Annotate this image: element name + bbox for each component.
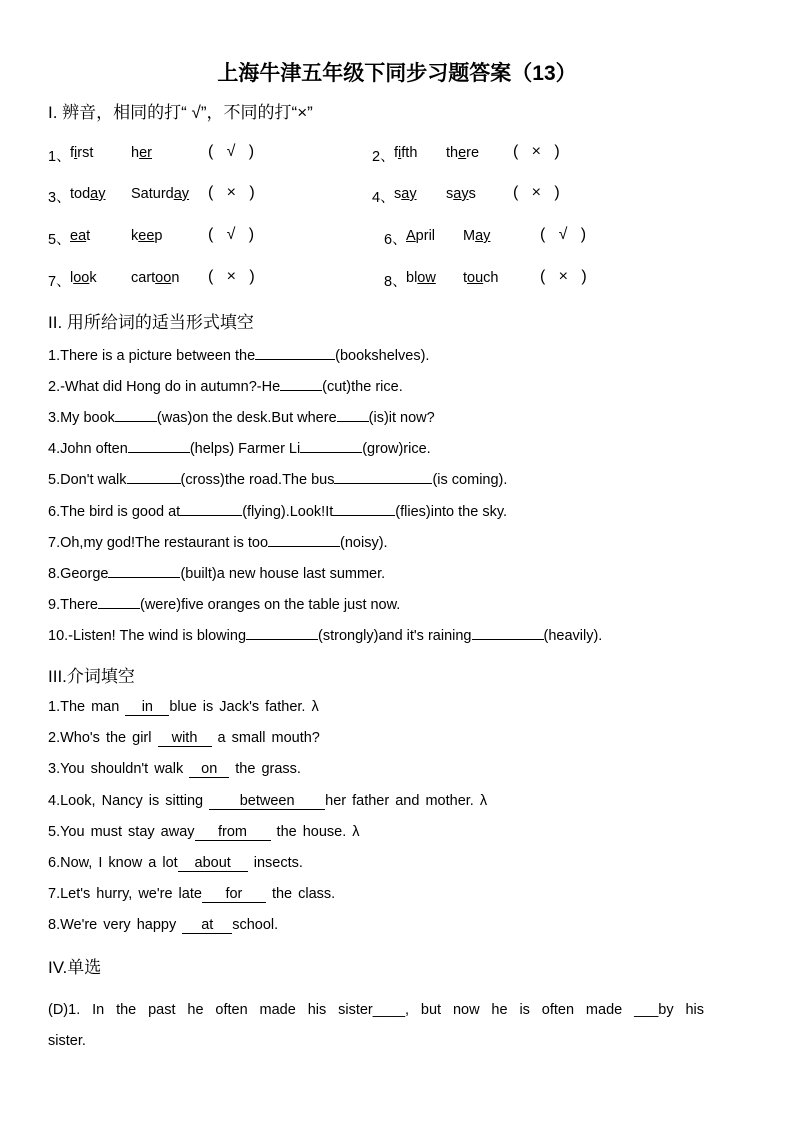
- fill-text: (bookshelves).: [335, 348, 430, 364]
- prep-line-6: [48, 855, 303, 872]
- prep-text: the house. λ: [270, 823, 360, 840]
- word-b-part: cart: [131, 270, 156, 286]
- fill-line-6: [48, 502, 507, 520]
- word-a-sound: i: [74, 145, 78, 161]
- word-b: [131, 145, 152, 161]
- prep-line-7: [48, 886, 335, 903]
- fill-text: 3.My book: [48, 410, 115, 427]
- fill-blank: [300, 439, 362, 453]
- prep-answer: for: [202, 886, 266, 903]
- word-b: [463, 270, 499, 286]
- word-a: [70, 228, 90, 244]
- fill-text: (was)on the desk.But where: [156, 410, 337, 427]
- prep-line-5: [48, 824, 360, 841]
- answer-mark: ( × ): [208, 184, 255, 201]
- prep-answer: from: [195, 824, 271, 841]
- prep-text: 5.You must stay away: [48, 823, 195, 840]
- fill-text: (flies)into the sky.: [395, 503, 508, 520]
- fill-blank: [280, 377, 322, 391]
- word-b-part: t: [463, 270, 468, 286]
- prep-text: the class.: [265, 886, 336, 903]
- word-b-part: re: [466, 145, 480, 161]
- word-b-part: k: [131, 228, 139, 244]
- fill-line-4: [48, 439, 431, 457]
- fill-text: 4.John often: [48, 441, 128, 458]
- word-a: [70, 270, 97, 286]
- fill-text: 9.There: [48, 596, 98, 613]
- word-a: [406, 270, 436, 286]
- fill-blank: [337, 408, 369, 422]
- word-a-sound: ay: [401, 186, 417, 202]
- prep-answer: on: [189, 761, 229, 778]
- fill-text: (were)five oranges on the table just now.: [139, 596, 401, 613]
- question-1: (D)1. In the past he often made his sister____, but now he is often made ___by his sister.: [48, 1002, 704, 1049]
- prep-answer: about: [178, 855, 248, 872]
- prep-text: 1.The man: [48, 699, 126, 715]
- word-a-sound: ay: [90, 186, 106, 202]
- word-a-part: f: [70, 145, 75, 161]
- prep-answer: in: [125, 699, 169, 716]
- prep-text: blue is Jack's father. λ: [169, 699, 319, 715]
- word-a-part: rst: [77, 145, 94, 161]
- word-a-sound: A: [406, 228, 416, 244]
- prep-text: the grass.: [229, 761, 301, 778]
- fill-blank: [128, 439, 190, 453]
- word-b: [446, 186, 476, 202]
- fill-blank: [255, 346, 335, 360]
- prep-text: 4.Look, Nancy is sitting: [48, 792, 210, 809]
- word-a: [394, 186, 417, 202]
- word-b: [131, 270, 179, 286]
- prep-answer: at: [182, 917, 232, 934]
- answer-mark: ( × ): [540, 268, 587, 285]
- pair-number: 6、: [384, 232, 407, 248]
- prep-line-1: [48, 699, 319, 716]
- prep-text: 3.You shouldn't walk: [48, 761, 190, 778]
- fill-blank: [334, 470, 432, 484]
- fill-line-3: [48, 408, 435, 426]
- fill-text: 7.Oh,my god!The restaurant is too: [48, 534, 269, 551]
- word-b-sound: ay: [453, 186, 469, 202]
- fill-text: (grow)rice.: [362, 441, 431, 458]
- word-a: [394, 145, 417, 161]
- word-a: [406, 228, 435, 244]
- word-b-part: s: [468, 186, 476, 202]
- answer-mark: ( × ): [208, 268, 255, 285]
- answer-mark: ( √ ): [540, 226, 587, 243]
- prep-text: school.: [232, 917, 279, 934]
- word-a-part: k: [89, 270, 97, 286]
- word-b-part: h: [131, 145, 140, 161]
- fill-text: 1.There is a picture between the: [48, 348, 256, 364]
- fill-blank: [127, 470, 181, 484]
- fill-blank: [472, 626, 544, 640]
- word-b: [463, 228, 490, 244]
- fill-text: (is coming).: [432, 472, 508, 489]
- word-a-sound: i: [398, 145, 402, 161]
- word-a-part: tod: [70, 186, 91, 202]
- fill-text: (flying).Look!It: [242, 503, 334, 520]
- word-b-part: n: [171, 270, 180, 286]
- section-2-heading: II. 用所给词的适当形式填空: [48, 313, 254, 332]
- fill-line-8: [48, 564, 385, 582]
- section-4-heading: IV.单选: [48, 958, 102, 977]
- word-a-part: bl: [406, 270, 418, 286]
- word-b-sound: oo: [155, 270, 172, 286]
- fill-line-5: [48, 470, 507, 488]
- pair-number: 1、: [48, 149, 71, 165]
- prep-text: 7.Let's hurry, we're late: [48, 886, 202, 903]
- prep-answer: with: [158, 730, 212, 747]
- prep-text: a small mouth?: [211, 730, 320, 747]
- pair-number: 3、: [48, 190, 71, 206]
- word-a-part: s: [394, 186, 402, 202]
- prep-line-8: [48, 917, 278, 934]
- fill-text: (cut)the rice.: [322, 379, 403, 396]
- fill-text: (is)it now?: [368, 410, 435, 427]
- word-b: [131, 186, 189, 202]
- fill-blank: [98, 595, 140, 609]
- fill-text: (strongly)and it's raining: [318, 627, 472, 644]
- prep-line-3: [48, 761, 301, 778]
- fill-line-9: [48, 595, 400, 613]
- word-b-sound: ay: [475, 228, 491, 244]
- word-a: [70, 145, 93, 161]
- fill-text: (noisy).: [340, 534, 388, 551]
- pair-number: 5、: [48, 232, 71, 248]
- word-b-part: Saturd: [131, 186, 174, 202]
- word-b-part: s: [446, 186, 454, 202]
- prep-text: 8.We're very happy: [48, 917, 183, 934]
- word-a-part: f: [394, 145, 399, 161]
- prep-line-2: [48, 730, 320, 747]
- word-b-sound: ou: [467, 270, 484, 286]
- word-a-sound: ow: [417, 270, 436, 286]
- word-a-part: pril: [415, 228, 436, 244]
- page-title: 上海牛津五年级下同步习题答案（13）: [217, 62, 577, 85]
- fill-text: (cross)the road.The bus: [180, 472, 335, 489]
- word-b: [131, 228, 162, 244]
- word-a: [70, 186, 106, 202]
- prep-text: insects.: [247, 855, 303, 871]
- answer-mark: ( × ): [513, 143, 560, 160]
- word-a-sound: oo: [73, 270, 90, 286]
- fill-blank: [115, 408, 157, 422]
- word-b-sound: ee: [138, 228, 155, 244]
- pair-number: 2、: [372, 149, 395, 165]
- fill-text: 2.-What did Hong do in autumn?-He: [48, 379, 281, 396]
- prep-answer: between: [209, 793, 325, 810]
- fill-blank: [180, 502, 242, 516]
- fill-text: 5.Don't walk: [48, 472, 127, 489]
- word-a-part: l: [70, 270, 74, 286]
- prep-text: 2.Who's the girl: [48, 730, 158, 747]
- word-b-part: p: [154, 228, 163, 244]
- answer-mark: ( √ ): [208, 143, 255, 160]
- word-b-sound: ay: [173, 186, 190, 202]
- pair-number: 4、: [372, 190, 395, 206]
- word-b: [446, 145, 479, 161]
- fill-blank: [268, 533, 340, 547]
- prep-line-4: [48, 793, 487, 810]
- prep-text: her father and mother. λ: [325, 792, 488, 809]
- fill-line-7: [48, 533, 388, 551]
- section-1-heading: I. 辨音，相同的打“ √”，不同的打“×”: [48, 103, 313, 122]
- fill-line-10: [48, 626, 602, 644]
- fill-text: 6.The bird is good at: [48, 503, 181, 520]
- word-b-sound: er: [139, 145, 152, 161]
- answer-mark: ( √ ): [208, 226, 255, 243]
- fill-blank: [108, 564, 180, 578]
- fill-text: (heavily).: [543, 627, 603, 644]
- word-b-part: ch: [483, 270, 499, 286]
- fill-text: (helps) Farmer Li: [189, 441, 301, 458]
- fill-blank: [333, 502, 395, 516]
- fill-text: (built)a new house last summer.: [180, 565, 386, 582]
- answer-mark: ( × ): [513, 184, 560, 201]
- pair-number: 7、: [48, 274, 71, 290]
- prep-text: 6.Now, I know a lot: [48, 855, 178, 871]
- word-b-part: M: [463, 228, 476, 244]
- section-3-heading: III.介词填空: [48, 667, 135, 686]
- word-b-part: th: [446, 145, 459, 161]
- fill-text: 8.George: [48, 565, 109, 582]
- fill-line-1: [48, 346, 429, 364]
- word-a-sound: ea: [70, 228, 87, 244]
- word-b-sound: e: [458, 145, 467, 161]
- pair-number: 8、: [384, 274, 407, 290]
- word-a-part: t: [86, 228, 91, 244]
- word-a-part: fth: [401, 145, 418, 161]
- fill-line-2: [48, 377, 403, 395]
- fill-text: 10.-Listen! The wind is blowing: [48, 627, 247, 644]
- fill-blank: [246, 626, 318, 640]
